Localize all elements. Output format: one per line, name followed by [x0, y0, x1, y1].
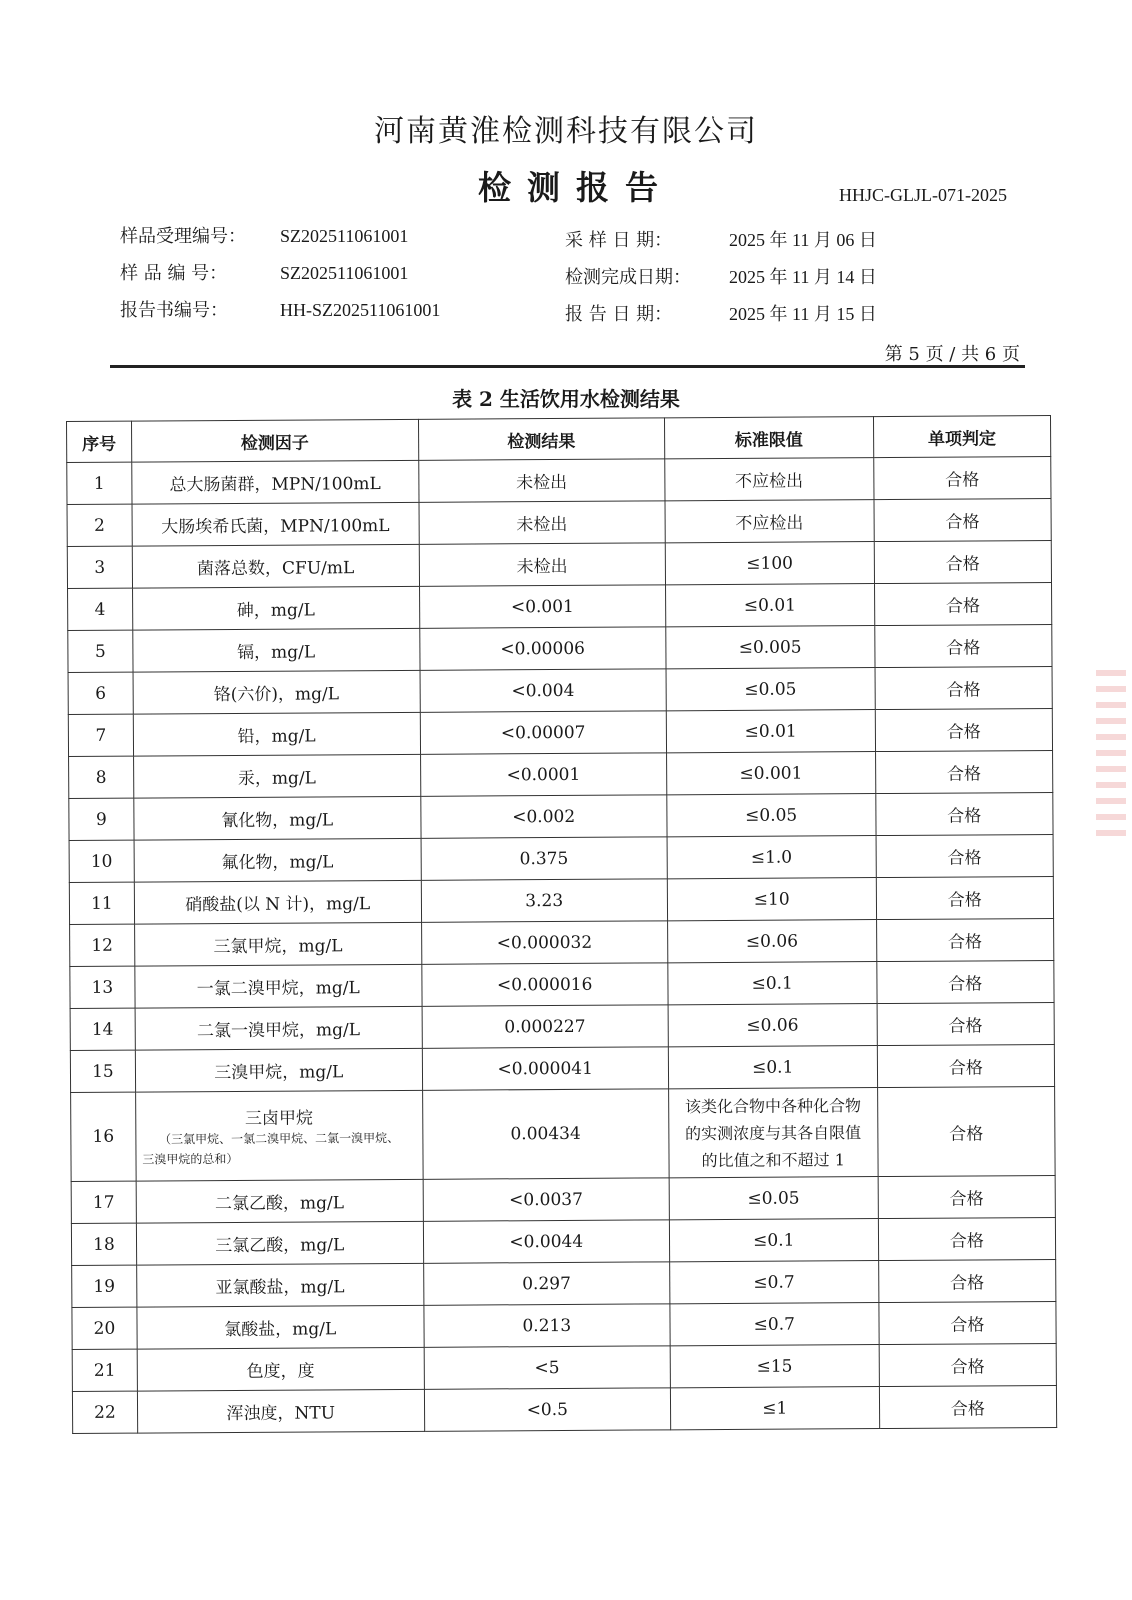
table-row: [72, 1343, 1056, 1391]
table-caption: 表 2 生活饮用水检测结果: [452, 387, 680, 411]
cell-factor: 三溴甲烷，mg/L: [135, 1048, 422, 1092]
cell-limit: ≤0.01: [666, 710, 875, 753]
cell-verdict: 合格: [879, 1301, 1057, 1344]
cell-verdict: 合格: [875, 750, 1053, 793]
cell-factor: 菌落总数，CFU/mL: [132, 544, 419, 588]
cell-result: <5: [424, 1346, 671, 1390]
cell-factor: 铬(六价)，mg/L: [133, 670, 420, 714]
cell-result: <0.004: [420, 669, 667, 713]
cell-factor: 总大肠菌群，MPN/100mL: [132, 460, 419, 504]
cell-limit: [668, 1088, 877, 1178]
factor-sub-2: 三溴甲烷的总和）: [142, 1151, 239, 1167]
table-body-row16: [71, 1086, 1056, 1181]
cell-verdict: 合格: [875, 666, 1053, 709]
cell-result: 3.23: [421, 879, 668, 923]
cell-no: 12: [70, 924, 135, 966]
table-header-row: [67, 415, 1051, 462]
page-info: 第 5 页 / 共 6 页: [884, 344, 1020, 365]
cell-limit: ≤0.05: [667, 794, 876, 837]
cell-result: <0.0037: [423, 1178, 670, 1222]
cell-factor: 一氯二溴甲烷，mg/L: [135, 964, 422, 1008]
cell-result: 未检出: [418, 459, 665, 503]
cell-verdict: 合格: [879, 1385, 1057, 1428]
sample-no: [120, 259, 408, 285]
cell-verdict: 合格: [874, 540, 1052, 583]
cell-factor: 三氯甲烷，mg/L: [134, 922, 421, 966]
cell-verdict: 合格: [877, 1044, 1055, 1087]
factor-main: 三卤甲烷: [244, 1108, 314, 1129]
cell-limit: ≤10: [667, 878, 876, 921]
cell-no: 8: [69, 756, 134, 798]
sampling-date-value: 2025 年 11 月 06 日: [729, 230, 877, 250]
cell-no: 22: [72, 1391, 137, 1433]
col-header-no: 序号: [67, 421, 132, 462]
table-row: [69, 792, 1053, 840]
cell-factor: 亚氯酸盐，mg/L: [137, 1263, 424, 1307]
cell-no: 18: [71, 1223, 136, 1265]
cell-result: 未检出: [419, 543, 666, 587]
cell-factor: 汞，mg/L: [133, 754, 420, 798]
test-complete-date: [565, 263, 877, 289]
cell-result: 0.000227: [422, 1005, 669, 1049]
test-complete-date-value: 2025 年 11 月 14 日: [729, 267, 877, 287]
cell-verdict: 合格: [877, 1086, 1055, 1176]
cell-limit: 不应检出: [665, 458, 874, 501]
document-number: HHJC-GLJL-071-2025: [839, 185, 1007, 205]
report-title: 检测报告: [478, 168, 674, 207]
cell-limit: ≤0.005: [666, 626, 875, 669]
sample-receipt-no-value: SZ202511061001: [280, 226, 409, 246]
col-header-verdict: 单项判定: [873, 415, 1051, 457]
cell-factor: [135, 1090, 422, 1181]
cell-no: 7: [68, 714, 133, 756]
table-row: [70, 960, 1054, 1008]
report-date-value: 2025 年 11 月 15 日: [729, 304, 877, 324]
cell-no: 20: [72, 1307, 137, 1349]
col-header-result: 检测结果: [418, 418, 664, 461]
cell-factor: 二氯一溴甲烷，mg/L: [135, 1006, 422, 1050]
cell-verdict: 合格: [876, 834, 1054, 877]
table-row: [68, 582, 1052, 630]
cell-factor: 氟化物，mg/L: [134, 838, 421, 882]
cell-result: <0.000016: [421, 963, 668, 1007]
cell-limit: ≤0.7: [670, 1303, 879, 1346]
report-no: [120, 296, 440, 322]
table-row: [68, 666, 1052, 714]
cell-no: 2: [67, 504, 132, 546]
cell-limit: ≤0.1: [668, 1046, 877, 1089]
cell-limit: 不应检出: [665, 500, 874, 543]
company-name: 河南黄淮检测科技有限公司: [374, 114, 758, 149]
cell-limit: ≤1: [670, 1387, 879, 1430]
table-row: [69, 750, 1053, 798]
table-row: [68, 708, 1052, 756]
table-row: [69, 834, 1053, 882]
cell-no: 9: [69, 798, 134, 840]
seal-stamp-edge: [1096, 660, 1126, 840]
cell-no: 4: [68, 588, 133, 630]
report-date-label: 报 告 日 期：: [565, 304, 673, 325]
table-row: [70, 1002, 1054, 1050]
cell-result: <0.000041: [422, 1047, 669, 1091]
cell-verdict: 合格: [877, 1002, 1055, 1045]
cell-no: 21: [72, 1349, 137, 1391]
cell-limit: ≤0.1: [669, 1219, 878, 1262]
cell-verdict: 合格: [874, 582, 1052, 625]
cell-verdict: 合格: [875, 708, 1053, 751]
cell-limit: ≤1.0: [667, 836, 876, 879]
cell-factor: 大肠埃希氏菌，MPN/100mL: [132, 502, 419, 546]
cell-limit: ≤0.01: [665, 584, 874, 627]
cell-no: 1: [67, 462, 132, 504]
sampling-date: [565, 226, 877, 252]
cell-no: 11: [69, 882, 134, 924]
limit-line-3: 的比值之和不超过 1: [701, 1149, 845, 1170]
col-header-limit: 标准限值: [664, 417, 873, 459]
cell-factor: 三氯乙酸，mg/L: [136, 1221, 423, 1265]
factor-sub-1: （三氯甲烷、一氯二溴甲烷、二氯一溴甲烷、: [159, 1130, 400, 1146]
cell-limit: ≤15: [670, 1345, 879, 1388]
cell-verdict: 合格: [876, 918, 1054, 961]
cell-limit: ≤0.7: [670, 1261, 879, 1304]
report-no-value: HH-SZ202511061001: [280, 300, 441, 320]
table-row: [72, 1385, 1056, 1433]
cell-result: <0.5: [424, 1388, 671, 1432]
limit-line-1: 该类化合物中各种化合物: [684, 1095, 862, 1116]
cell-result: <0.00007: [420, 711, 667, 755]
cell-verdict: 合格: [873, 456, 1051, 499]
table-body-bottom: [71, 1175, 1057, 1433]
table-row: [71, 1086, 1056, 1181]
table-row: [67, 540, 1051, 588]
table-row: [71, 1175, 1055, 1223]
cell-no: 10: [69, 840, 134, 882]
cell-result: 0.375: [421, 837, 668, 881]
cell-factor: 氰化物，mg/L: [134, 796, 421, 840]
cell-factor: 浑浊度，NTU: [137, 1389, 424, 1433]
table-row: [71, 1217, 1055, 1265]
table-row: [72, 1301, 1056, 1349]
table-row: [67, 456, 1051, 504]
table-row: [68, 624, 1052, 672]
cell-factor: 氯酸盐，mg/L: [137, 1305, 424, 1349]
cell-result: 0.297: [423, 1262, 670, 1306]
cell-limit: ≤0.1: [668, 962, 877, 1005]
table-row: [67, 498, 1051, 546]
cell-limit: ≤0.001: [666, 752, 875, 795]
header-divider: [110, 365, 1025, 368]
cell-verdict: 合格: [879, 1343, 1057, 1386]
test-complete-date-label: 检测完成日期：: [565, 267, 691, 288]
cell-no: 3: [67, 546, 132, 588]
cell-limit: ≤0.06: [667, 920, 876, 963]
table-row: [70, 1044, 1054, 1092]
cell-factor: 铅，mg/L: [133, 712, 420, 756]
table-row: [69, 876, 1053, 924]
sample-receipt-no: [120, 222, 408, 248]
cell-verdict: 合格: [876, 876, 1054, 919]
sample-receipt-no-label: 样品受理编号：: [120, 226, 246, 247]
cell-limit: ≤0.05: [666, 668, 875, 711]
cell-limit: ≤0.05: [669, 1177, 878, 1220]
cell-result: <0.001: [419, 585, 666, 629]
table-row: [70, 918, 1054, 966]
cell-limit: ≤0.06: [668, 1004, 877, 1047]
table-row: [72, 1259, 1056, 1307]
cell-result: 未检出: [419, 501, 666, 545]
results-table: [66, 415, 1057, 1434]
cell-no: 6: [68, 672, 133, 714]
cell-no: 15: [70, 1050, 135, 1092]
report-no-label: 报告书编号：: [120, 300, 228, 321]
cell-factor: 镉，mg/L: [133, 628, 420, 672]
cell-verdict: 合格: [876, 960, 1054, 1003]
report-date: [565, 300, 877, 326]
cell-no: 13: [70, 966, 135, 1008]
sampling-date-label: 采 样 日 期：: [565, 230, 673, 251]
cell-result: <0.0001: [420, 753, 667, 797]
sample-no-label: 样 品 编 号：: [120, 263, 228, 284]
limit-line-2: 的实测浓度与其各自限值: [685, 1122, 862, 1143]
cell-no: 14: [70, 1008, 135, 1050]
cell-verdict: 合格: [878, 1175, 1056, 1218]
cell-limit: ≤100: [665, 542, 874, 585]
cell-result: 0.213: [424, 1304, 671, 1348]
cell-no: 19: [72, 1265, 137, 1307]
cell-verdict: 合格: [874, 624, 1052, 667]
cell-no: 17: [71, 1181, 136, 1223]
cell-factor: 二氯乙酸，mg/L: [136, 1179, 423, 1223]
cell-no: 16: [71, 1092, 136, 1181]
cell-factor: 硝酸盐(以 N 计)，mg/L: [134, 880, 421, 924]
cell-verdict: 合格: [878, 1259, 1056, 1302]
cell-result: <0.0044: [423, 1220, 670, 1264]
sample-no-value: SZ202511061001: [280, 263, 409, 283]
cell-factor: 砷，mg/L: [132, 586, 419, 630]
col-header-factor: 检测因子: [131, 419, 418, 462]
cell-result: <0.000032: [421, 921, 668, 965]
cell-verdict: 合格: [874, 498, 1052, 541]
cell-result: <0.00006: [419, 627, 666, 671]
cell-verdict: 合格: [875, 792, 1053, 835]
cell-verdict: 合格: [878, 1217, 1056, 1260]
cell-no: 5: [68, 630, 133, 672]
table-body-top: [67, 456, 1055, 1092]
cell-result: <0.002: [420, 795, 667, 839]
cell-result: 0.00434: [422, 1089, 669, 1180]
cell-factor: 色度，度: [137, 1347, 424, 1391]
